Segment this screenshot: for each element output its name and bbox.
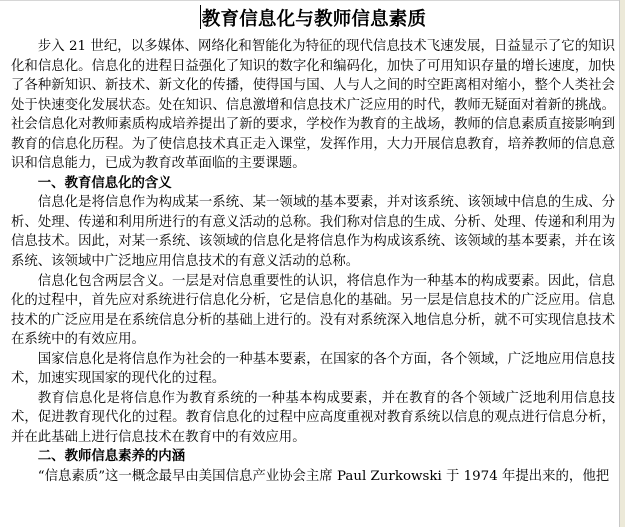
text-cursor [200,5,201,29]
document-title: 教育信息化与教师信息素质 [201,9,427,30]
section2-heading: 二、教师信息素养的内涵 [37,448,186,465]
section1-paragraph-3: 国家信息化是将信息作为社会的一种基本要素，在国家的各个方面，各个领域，广泛地应用信息技术，加速实现国家的现代化的过程。 [11,351,615,387]
section1-paragraph-1: 信息化是将信息作为构成某一系统、某一领域的基本要素，并对该系统、该领域中信息的生成、分析、处理、传递和利用所进行的有意义活动的总称。我们称对信息的生成、分析、处理、传递和利用为信息技术。因此，对某一系统、该领域的信息化是将信息作为构成该系统、该领域的基本要素，并在该系统、该领域中广泛地应用信息技术的有意义活动的总称。 [11,195,615,270]
intro-paragraph: 步入 21 世纪，以多媒体、网络化和智能化为特征的现代信息技术飞速发展，日益显示了它的知识化和信息化。信息化的进程日益强化了知识的数字化和编码化，加快了可用知识存量的增长速度，加快了各种新知识、新技术、新文化的传播，使得国与国、人与人之间的时空距离相对缩小，整个人类社会处于快速变化发展状态。处在知识、信息激增和信息技术广泛应用的时代，教师无疑面对着新的挑战。社会信息化对教师素质构成培养提出了新的要求，学校作为教育的主战场，教师的信息素质直接影响到教育的信息化历程。为了使信息技术真正走入课堂，发挥作用，大力开展信息教育，培养教师的信息意识和信息能力，已成为教育改革面临的主要课题。 [11,39,615,172]
section2-paragraph-1: “信息素质”这一概念最早由美国信息产业协会主席 Paul Zurkowski 于 1974 年提出来的，他把 [37,469,610,485]
vertical-scrollbar[interactable] [619,0,625,527]
title-row [11,5,615,37]
section1-heading: 一、教育信息化的含义 [37,174,172,191]
section1-paragraph-4: 教育信息化是将信息作为教育系统的一种基本构成要素，并在教育的各个领域广泛地利用信息技术，促进教育现代化的过程。教育信息化的过程中应高度重视对教育系统以信息的观点进行信息分析，并在此基础上进行信息技术在教育中的有效应用。 [11,390,615,445]
section1-paragraph-2: 信息化包含两层含义。一层是对信息重要性的认识，将信息作为一种基本的构成要素。因此，信息化的过程中，首先应对系统进行信息化分析，它是信息化的基础。另一层是信息技术的广泛应用。信息技术的广泛应用是在系统信息分析的基础上进行的。没有对系统深入地信息分析，就不可实现信息技术在系统中的有效应用。 [11,273,615,348]
